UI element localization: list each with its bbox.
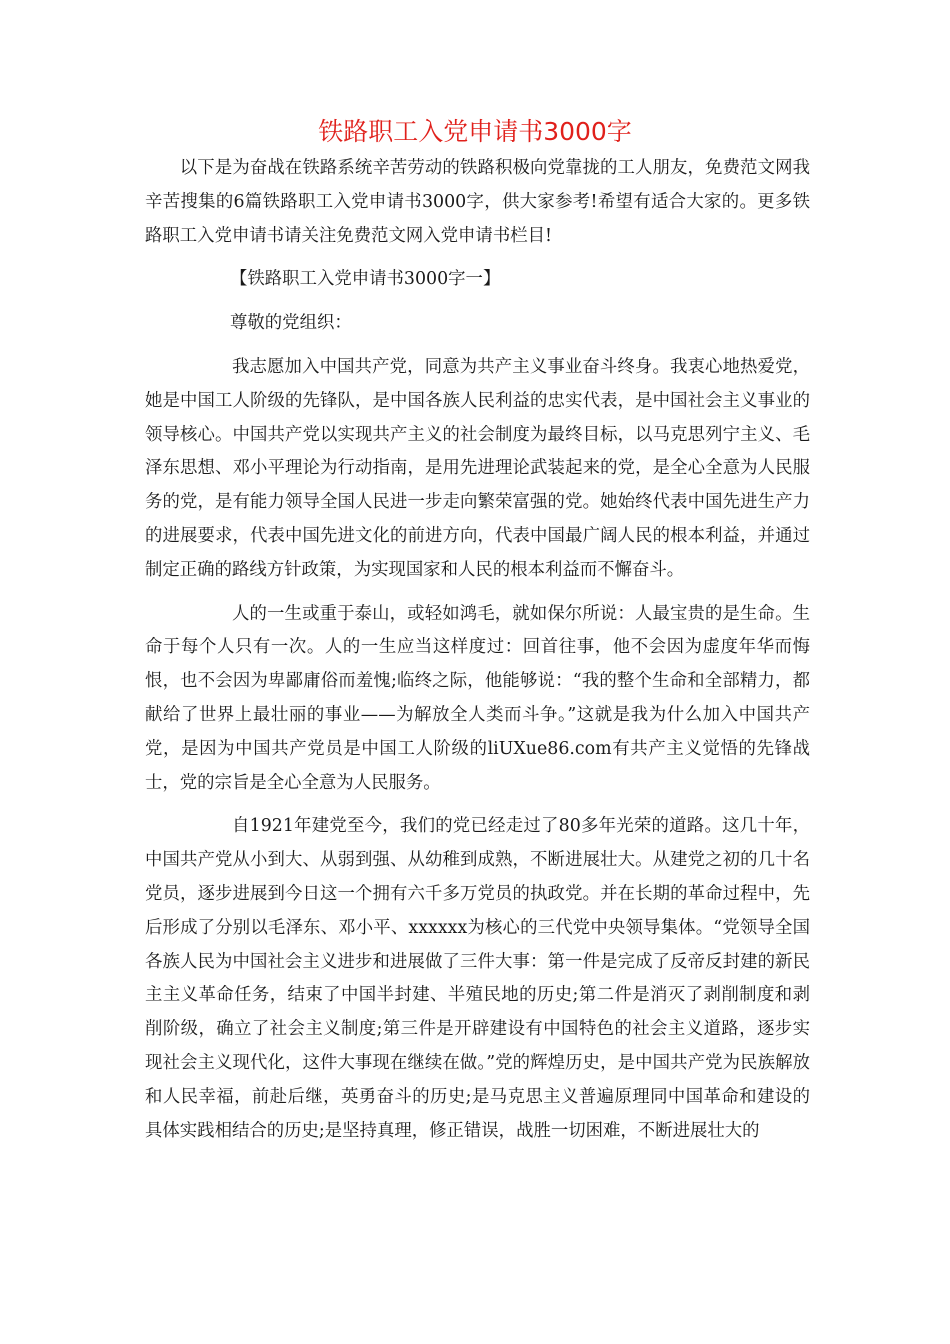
body-paragraph-3: 自1921年建党至今，我们的党已经走过了80多年光荣的道路。这几十年，中国共产党从小到大、从弱到强、从幼稚到成熟，不断进展壮大。从建党之初的几十名党员，逐步进展到今日这一个拥有六千多万党员的执政党。并在长期的革命过程中，先后形成了分别以毛泽东、邓小平、xxxxxx为核心的三代党中央领导集体。“党领导全国各族人民为中国社会主义进步和进展做了三件大事：第一件是完成了反帝反封建的新民主主义革命任务，结束了中国半封建、半殖民地的历史;第二件是消灭了剥削制度和剥削阶级，确立了社会主义制度;第三件是开辟建设有中国特色的社会主义道路，逐步实现社会主义现代化，这件大事现在继续在做。”党的辉煌历史，是中国共产党为民族解放和人民幸福，前赴后继，英勇奋斗的历史;是马克思主义普遍原理同中国革命和建设的具体实践相结合的历史;是坚持真理，修正错误，战胜一切困难，不断进展壮大的 xyxy=(145,816,810,1141)
intro-paragraph: 以下是为奋战在铁路系统辛苦劳动的铁路积极向党靠拢的工人朋友，免费范文网我辛苦搜集的6篇铁路职工入党申请书3000字，供大家参考!希望有适合大家的。更多铁路职工入党申请书请关注免费范文网入党申请书栏目! xyxy=(145,158,810,246)
salutation: 尊敬的党组织： xyxy=(230,313,352,334)
body-paragraph-2: 人的一生或重于泰山，或轻如鸿毛，就如保尔所说：人最宝贵的是生命。生命于每个人只有一次。人的一生应当这样度过：回首往事，他不会因为虚度年华而悔恨，也不会因为卑鄙庸俗而羞愧;临终之际，他能够说：“我的整个生命和全部精力，都献给了世界上最壮丽的事业——为解放全人类而斗争。”这就是我为什么加入中国共产党，是因为中国共产党员是中国工人阶级的liUXue86.com有共产主义觉悟的先锋战士，党的宗旨是全心全意为人民服务。 xyxy=(145,603,810,793)
body-paragraph-1: 我志愿加入中国共产党，同意为共产主义事业奋斗终身。我衷心地热爱党，她是中国工人阶级的先锋队，是中国各族人民利益的忠实代表，是中国社会主义事业的领导核心。中国共产党以实现共产主义的社会制度为最终目标，以马克思列宁主义、毛泽东思想、邓小平理论为行动指南，是用先进理论武装起来的党，是全心全意为人民服务的党，是有能力领导全国人民进一步走向繁荣富强的党。她始终代表中国先进生产力的进展要求，代表中国先进文化的前进方向，代表中国最广阔人民的根本利益，并通过制定正确的路线方针政策，为实现国家和人民的根本利益而不懈奋斗。 xyxy=(145,356,810,580)
section-heading: 【铁路职工入党申请书3000字一】 xyxy=(230,269,501,290)
document-body xyxy=(145,152,810,1148)
document-title: 铁路职工入党申请书3000字 xyxy=(318,117,632,146)
